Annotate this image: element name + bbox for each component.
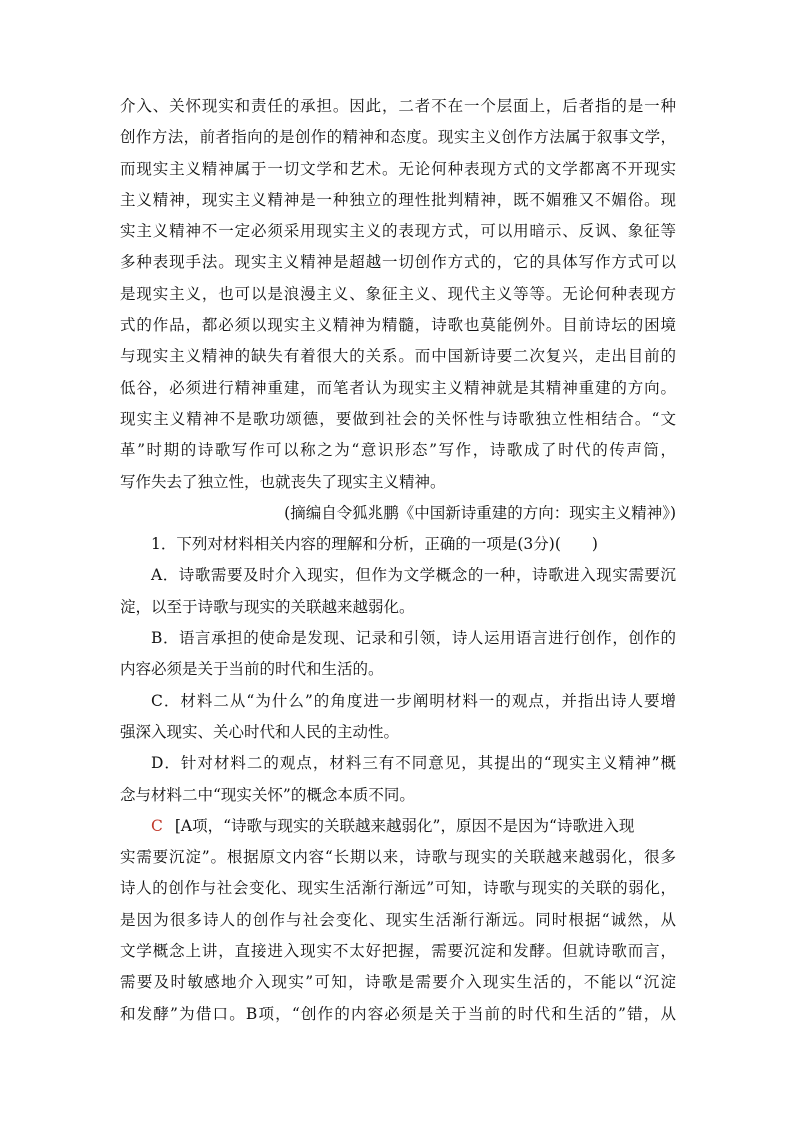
option-line: A．诗歌需要及时介入现实，但作为文学概念的一种，诗歌进入现实需要沉 (151, 566, 676, 585)
passage-line: 而现实主义精神属于一切文学和艺术。无论何种表现方式的文学都离不开现实 (120, 159, 676, 178)
passage-line: 主义精神，现实主义精神是一种独立的理性批判精神，既不媚雅又不媚俗。现 (120, 190, 676, 209)
passage-line: 介入、关怀现实和责任的承担。因此，二者不在一个层面上，后者指的是一种 (120, 97, 676, 115)
passage-line: 是现实主义，也可以是浪漫主义、象征主义、现代主义等等。无论何种表现方 (120, 284, 676, 303)
answer-line: 是因为很多诗人的创作与社会变化、现实生活渐行渐远。同时根据“诚然，从 (120, 910, 676, 929)
source-citation: (摘编自令狐兆鹏《中国新诗重建的方向：现实主义精神》) (284, 503, 676, 522)
passage-line: 革”时期的诗歌写作可以称之为“意识形态”写作，诗歌成了时代的传声筒， (120, 441, 676, 460)
answer-line: 需要及时敏感地介入现实”可知，诗歌是需要介入现实生活的，不能以“沉淀 (120, 973, 676, 992)
passage-line: 与现实主义精神的缺失有着很大的关系。而中国新诗要二次复兴，走出目前的 (120, 347, 676, 366)
option-line: D．针对材料二的观点，材料三有不同意见，其提出的“现实主义精神”概 (151, 754, 676, 773)
document-page (120, 91, 676, 1030)
option-d (120, 748, 676, 811)
question-stem: 1．下列对材料相关内容的理解和分析，正确的一项是(3分)( ) (151, 535, 598, 554)
option-a (120, 560, 676, 623)
answer-explanation (120, 811, 676, 1030)
option-line: 强深入现实、关心时代和人民的主动性。 (120, 722, 400, 741)
option-line: B．语言承担的使命是发现、记录和引领，诗人运用语言进行创作，创作的 (151, 629, 676, 648)
passage-line: 多种表现手法。现实主义精神是超越一切创作方式的，它的具体写作方式可以 (120, 253, 676, 272)
passage-line: 创作方法，前者指向的是创作的精神和态度。现实主义创作方法属于叙事文学， (120, 128, 676, 147)
answer-line: 和发酵”为借口。B项，“创作的内容必须是关于当前的时代和生活的”错，从 (120, 1004, 676, 1023)
passage-line: 低谷，必须进行精神重建，而笔者认为现实主义精神就是其精神重建的方向。 (120, 378, 676, 397)
answer-line: 文学概念上讲，直接进入现实不太好把握，需要沉淀和发酵。但就诗歌而言， (120, 942, 676, 961)
passage-line: 现实主义精神不是歌功颂德，要做到社会的关怀性与诗歌独立性相结合。“文 (120, 409, 676, 428)
option-line: 内容必须是关于当前的时代和生活的。 (120, 660, 384, 679)
answer-text: [A项，“诗歌与现实的关联越来越弱化”，原因不是因为“诗歌进入现 (174, 816, 635, 835)
answer-line: 实需要沉淀”。根据原文内容“长期以来，诗歌与现实的关联越来越弱化，很多 (120, 848, 676, 867)
passage-line: 实主义精神不一定必须采用现实主义的表现方式，可以用暗示、反讽、象征等 (120, 222, 676, 241)
passage-line: 写作失去了独立性，也就丧失了现实主义精神。 (120, 472, 446, 491)
option-line: C．材料二从“为什么”的角度进一步阐明材料一的观点，并指出诗人要增 (151, 691, 676, 710)
option-line: 淀，以至于诗歌与现实的关联越来越弱化。 (120, 597, 415, 616)
answer-line: 诗人的创作与社会变化、现实生活渐行渐远”可知，诗歌与现实的关联的弱化， (120, 879, 676, 898)
answer-letter: C (151, 816, 163, 835)
passage (120, 91, 676, 498)
passage-line: 式的作品，都必须以现实主义精神为精髓，诗歌也莫能例外。目前诗坛的困境 (120, 316, 676, 335)
option-line: 念与材料二中“现实关怀”的概念本质不同。 (120, 785, 415, 804)
option-b (120, 623, 676, 686)
answer-first-line (120, 811, 676, 842)
option-c (120, 686, 676, 749)
